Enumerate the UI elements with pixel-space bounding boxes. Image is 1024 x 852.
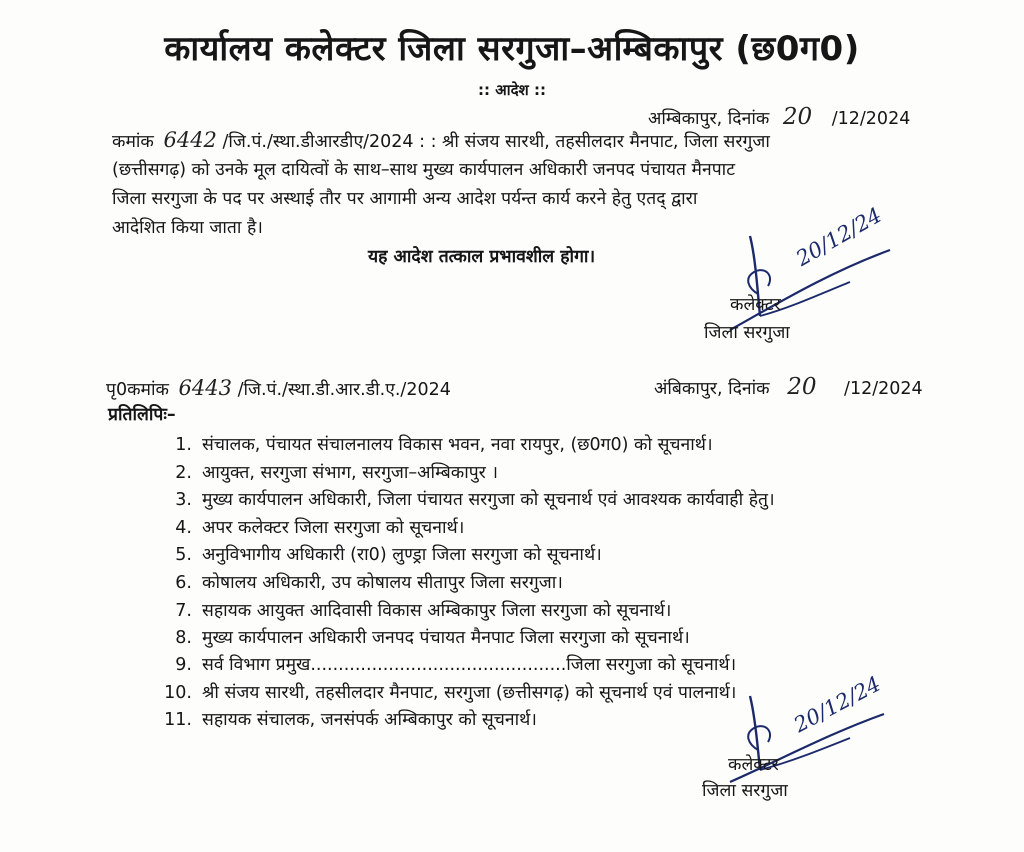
copy-place-date-prefix: अंबिकापुर, दिनांक [654,379,770,399]
list-item: 6. कोषालय अधिकारी, उप कोषालय सीतापुर जिला सरगुजा। [175,573,563,593]
order-ref-suffix: /जि.पं./स्था.डीआरडीए/2024 : : श्री संजय सारथी, तहसीलदार मैनपाट, जिला सरगुजा [222,132,770,152]
copy-ref-suffix: /जि.पं./स्था.डी.आर.डी.ए./2024 [237,380,451,400]
office-title: कार्यालय कलेक्टर जिला सरगुजा–अम्बिकापुर (छ0ग0) [164,29,860,69]
order-date-rest: /12/2024 [831,109,911,129]
order-ref-label: कमांक [112,132,154,152]
copy-ref-number: 6443 [178,376,232,400]
signatory-district-2: जिला सरगुजा [702,781,788,801]
order-heading: :: आदेश :: [478,81,546,99]
order-place-date-prefix: अम्बिकापुर, दिनांक [648,109,770,129]
copy-date-rest: /12/2024 [844,379,923,399]
copy-reference [106,376,451,401]
signatory-title-2: कलेक्टर [728,755,779,775]
order-reference [112,128,770,153]
order-body-line: (छत्तीसगढ़) को उनके मूल दायित्वों के साथ–साथ मुख्य कार्यपालन अधिकारी जनपद पंचायत मैनपाट [112,160,736,180]
list-item: 7. सहायक आयुक्त आदिवासी विकास अम्बिकापुर जिला सरगुजा को सूचनार्थ। [175,601,672,621]
list-item: 4. अपर कलेक्टर जिला सरगुजा को सूचनार्थ। [175,518,465,538]
order-body-line: जिला सरगुजा के पद पर अस्थाई तौर पर आगामी अन्य आदेश पर्यन्त कार्य करने हेतु एतद् द्वारा [112,189,698,209]
list-item: 1. संचालक, पंचायत संचालनालय विकास भवन, नवा रायपुर, (छ0ग0) को सूचनार्थ। [175,435,713,455]
copy-heading: प्रतिलिपिः– [108,405,176,425]
order-place-date [648,104,910,130]
signatory-district-1: जिला सरगुजा [704,323,790,343]
copy-place-date [654,374,923,400]
order-body-line: आदेशित किया जाता है। [112,218,263,238]
signature-date-1: 20/12/24 [792,202,886,271]
signatory-title-1: कलेक्टर [730,295,781,315]
list-item: 11. सहायक संचालक, जनसंपर्क अम्बिकापुर को सूचनार्थ। [164,710,537,730]
list-item: 2. आयुक्त, सरगुजा संभाग, सरगुजा–अम्बिकापुर । [175,463,499,483]
list-item: 3. मुख्य कार्यपालन अधिकारी, जिला पंचायत सरगुजा को सूचनार्थ एवं आवश्यक कार्यवाही हेतु। [175,490,775,510]
list-item: 5. अनुविभागीय अधिकारी (रा0) लुण्ड्रा जिला सरगुजा को सूचनार्थ। [175,545,602,565]
signature-date-2: 20/12/24 [790,671,885,738]
order-effect-note: यह आदेश तत्काल प्रभावशील होगा। [368,247,596,267]
copy-ref-label: पृ0कमांक [106,380,169,400]
list-item: 10. श्री संजय सारथी, तहसीलदार मैनपाट, सरगुजा (छत्तीसगढ़) को सूचनार्थ एवं पालनार्थ। [164,683,737,703]
list-item: 8. मुख्य कार्यपालन अधिकारी जनपद पंचायत मैनपाट जिला सरगुजा को सूचनार्थ। [175,628,690,648]
order-ref-number: 6442 [163,128,217,152]
list-item: 9. सर्व विभाग प्रमुख..............................................जिला सरगुजा को सूचनार्थ। [175,655,737,675]
order-date-day: 20 [782,104,813,130]
copy-date-day: 20 [787,374,817,400]
